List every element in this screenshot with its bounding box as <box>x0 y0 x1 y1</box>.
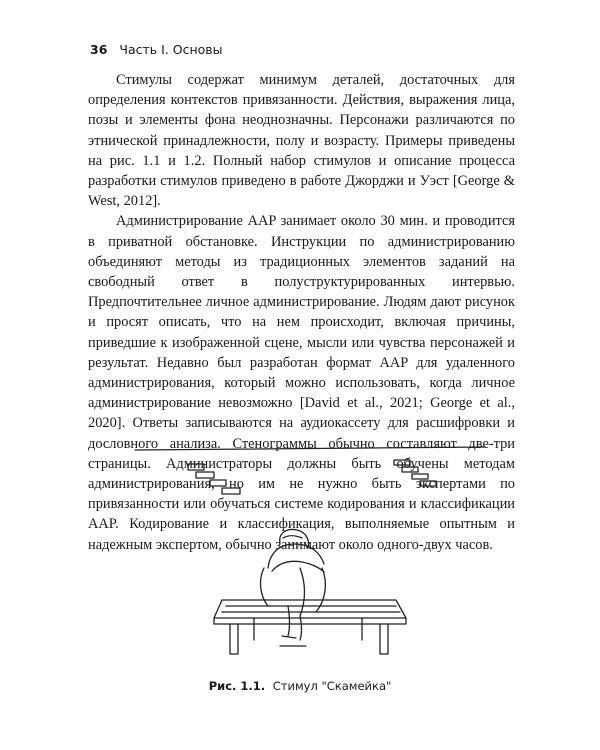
bench-drawing-top <box>214 600 406 624</box>
caption-text: Стимул "Скамейка" <box>272 679 392 693</box>
paragraph-1: Стимулы содержат минимум деталей, достаточных для определения контекстов привязанности. Действия, выражения лица, позы и элементы фона неоднозначны. Персонажи различаются по этнической принадлежности, полу и возрасту. Примеры приведены на рис. 1.1 и 1.2. Полный набор стимулов и описание процесса разработки стимулов приведено в работе Джорджи и Уэст [George & West, 2012]. <box>88 72 515 210</box>
page-number: 36 <box>90 42 108 57</box>
running-header <box>90 42 223 57</box>
left-bricks-drawing <box>188 464 240 494</box>
bench-drawing <box>130 440 490 670</box>
caption-label: Рис. 1.1. <box>208 679 266 693</box>
figure-bench-stimulus <box>130 440 490 670</box>
figure-caption <box>0 679 600 693</box>
right-bricks-drawing <box>394 460 436 486</box>
paragraph-2: Администрирование AAP занимает около 30 мин. и проводится в приватной обстановке. Инструкции по администрированию объединяют методы из традиционных элементов заданий на свободный ответ в полуструктурированных интервью. Предпочтительнее личное администрирование. Людям дают рисунок и просят описать, что на нем происходит, включая причины, приведшие к изображенной сцене, мысли или чувства персонажей и результат. Недавно был разработан формат AAP для удаленного администрирования, который можно использовать, когда личное администрирование невозможно [David et al., 2021; George et al., 2020]. Ответы записываются на аудиокассету для расшифровки и дословного анализа. Стенограммы обычно составляют две-три страницы. Администраторы должны быть обучены методам администрирования, но им не нужно быть экспертами по привязанности или обучаться системе кодирования и классификации AAP. Кодирование и классификация, выполняемые опытным и надежным экспертом, обычно занимают около одного-двух часов. <box>88 213 515 553</box>
wall-line <box>135 447 485 450</box>
running-title: Часть I. Основы <box>119 42 223 57</box>
